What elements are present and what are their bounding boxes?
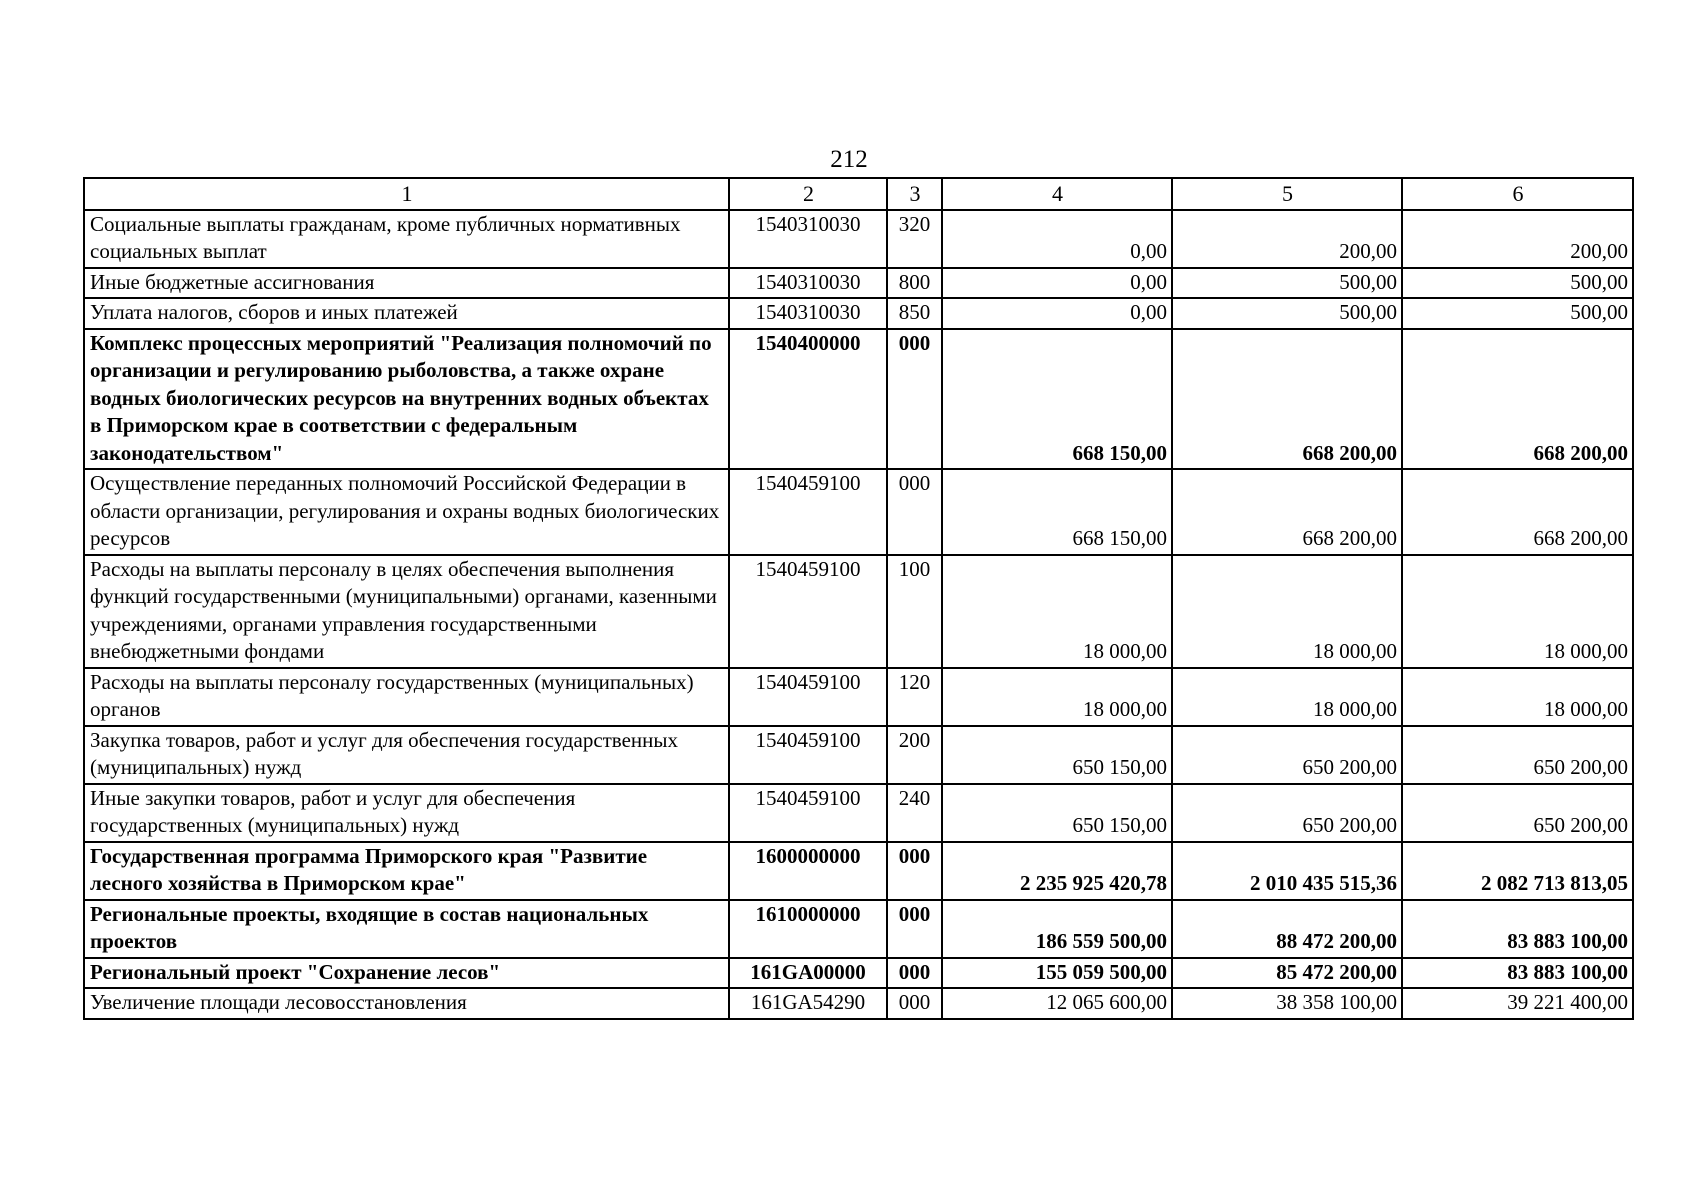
amount-col-4: 650 150,00 <box>942 726 1172 784</box>
amount-col-4: 18 000,00 <box>942 555 1172 668</box>
target-article-code: 1540459100 <box>729 555 887 668</box>
amount-col-4: 668 150,00 <box>942 329 1172 470</box>
column-header: 3 <box>887 178 942 210</box>
item-name: Комплекс процессных мероприятий "Реализация полномочий по организации и регулированию рыболовства, а также охране водных биологических ресурсов на внутренних водных объектах в Приморском крае в соответствии с федеральным законодательством" <box>84 329 729 470</box>
target-article-code: 1540310030 <box>729 268 887 299</box>
amount-col-5: 200,00 <box>1172 210 1402 268</box>
expense-type-code: 800 <box>887 268 942 299</box>
expense-type-code: 000 <box>887 469 942 555</box>
amount-col-6: 650 200,00 <box>1402 726 1633 784</box>
amount-col-4: 0,00 <box>942 268 1172 299</box>
table-row <box>84 784 1633 842</box>
amount-col-6: 500,00 <box>1402 268 1633 299</box>
table-row <box>84 329 1633 470</box>
amount-col-6: 200,00 <box>1402 210 1633 268</box>
target-article-code: 1540310030 <box>729 210 887 268</box>
amount-col-6: 18 000,00 <box>1402 555 1633 668</box>
amount-col-4: 186 559 500,00 <box>942 900 1172 958</box>
table-row <box>84 668 1633 726</box>
column-header: 1 <box>84 178 729 210</box>
expense-type-code: 000 <box>887 842 942 900</box>
amount-col-6: 650 200,00 <box>1402 784 1633 842</box>
amount-col-4: 668 150,00 <box>942 469 1172 555</box>
expense-type-code: 000 <box>887 329 942 470</box>
amount-col-4: 155 059 500,00 <box>942 958 1172 989</box>
budget-table <box>83 177 1634 1020</box>
item-name: Иные закупки товаров, работ и услуг для обеспечения государственных (муниципальных) нужд <box>84 784 729 842</box>
table-row <box>84 726 1633 784</box>
amount-col-6: 83 883 100,00 <box>1402 958 1633 989</box>
item-name: Увеличение площади лесовосстановления <box>84 988 729 1019</box>
item-name: Осуществление переданных полномочий Российской Федерации в области организации, регулирования и охраны водных биологических ресурсов <box>84 469 729 555</box>
amount-col-5: 500,00 <box>1172 268 1402 299</box>
table-row <box>84 469 1633 555</box>
item-name: Расходы на выплаты персоналу государственных (муниципальных) органов <box>84 668 729 726</box>
amount-col-4: 650 150,00 <box>942 784 1172 842</box>
target-article-code: 1540459100 <box>729 726 887 784</box>
column-header: 5 <box>1172 178 1402 210</box>
amount-col-5: 85 472 200,00 <box>1172 958 1402 989</box>
column-header: 6 <box>1402 178 1633 210</box>
expense-type-code: 000 <box>887 900 942 958</box>
amount-col-5: 668 200,00 <box>1172 469 1402 555</box>
amount-col-4: 0,00 <box>942 210 1172 268</box>
table-row <box>84 298 1633 329</box>
amount-col-5: 88 472 200,00 <box>1172 900 1402 958</box>
table-row <box>84 555 1633 668</box>
table-row <box>84 210 1633 268</box>
item-name: Расходы на выплаты персоналу в целях обеспечения выполнения функций государственными (муниципальными) органами, казенными учреждениями, органами управления государственными внебюджетными фондами <box>84 555 729 668</box>
expense-type-code: 240 <box>887 784 942 842</box>
item-name: Региональный проект "Сохранение лесов" <box>84 958 729 989</box>
page-number: 212 <box>830 146 868 173</box>
expense-type-code: 200 <box>887 726 942 784</box>
expense-type-code: 850 <box>887 298 942 329</box>
item-name: Государственная программа Приморского края "Развитие лесного хозяйства в Приморском крае" <box>84 842 729 900</box>
expense-type-code: 120 <box>887 668 942 726</box>
amount-col-6: 500,00 <box>1402 298 1633 329</box>
amount-col-6: 2 082 713 813,05 <box>1402 842 1633 900</box>
amount-col-5: 668 200,00 <box>1172 329 1402 470</box>
target-article-code: 1610000000 <box>729 900 887 958</box>
amount-col-5: 38 358 100,00 <box>1172 988 1402 1019</box>
amount-col-5: 650 200,00 <box>1172 726 1402 784</box>
table-row <box>84 842 1633 900</box>
amount-col-5: 500,00 <box>1172 298 1402 329</box>
column-header: 4 <box>942 178 1172 210</box>
amount-col-6: 39 221 400,00 <box>1402 988 1633 1019</box>
expense-type-code: 000 <box>887 958 942 989</box>
expense-type-code: 000 <box>887 988 942 1019</box>
expense-type-code: 320 <box>887 210 942 268</box>
target-article-code: 161GA54290 <box>729 988 887 1019</box>
item-name: Региональные проекты, входящие в состав национальных проектов <box>84 900 729 958</box>
item-name: Социальные выплаты гражданам, кроме публичных нормативных социальных выплат <box>84 210 729 268</box>
target-article-code: 161GA00000 <box>729 958 887 989</box>
amount-col-5: 2 010 435 515,36 <box>1172 842 1402 900</box>
target-article-code: 1540459100 <box>729 784 887 842</box>
amount-col-6: 668 200,00 <box>1402 469 1633 555</box>
target-article-code: 1540400000 <box>729 329 887 470</box>
amount-col-6: 668 200,00 <box>1402 329 1633 470</box>
target-article-code: 1540459100 <box>729 668 887 726</box>
item-name: Уплата налогов, сборов и иных платежей <box>84 298 729 329</box>
amount-col-4: 0,00 <box>942 298 1172 329</box>
target-article-code: 1540459100 <box>729 469 887 555</box>
amount-col-4: 2 235 925 420,78 <box>942 842 1172 900</box>
amount-col-5: 18 000,00 <box>1172 555 1402 668</box>
amount-col-4: 18 000,00 <box>942 668 1172 726</box>
amount-col-5: 18 000,00 <box>1172 668 1402 726</box>
column-header: 2 <box>729 178 887 210</box>
table-row <box>84 900 1633 958</box>
table-header-row <box>84 178 1633 210</box>
item-name: Закупка товаров, работ и услуг для обеспечения государственных (муниципальных) нужд <box>84 726 729 784</box>
table-row <box>84 988 1633 1019</box>
table-row <box>84 268 1633 299</box>
amount-col-4: 12 065 600,00 <box>942 988 1172 1019</box>
item-name: Иные бюджетные ассигнования <box>84 268 729 299</box>
expense-type-code: 100 <box>887 555 942 668</box>
amount-col-5: 650 200,00 <box>1172 784 1402 842</box>
target-article-code: 1600000000 <box>729 842 887 900</box>
amount-col-6: 83 883 100,00 <box>1402 900 1633 958</box>
table-row <box>84 958 1633 989</box>
target-article-code: 1540310030 <box>729 298 887 329</box>
amount-col-6: 18 000,00 <box>1402 668 1633 726</box>
